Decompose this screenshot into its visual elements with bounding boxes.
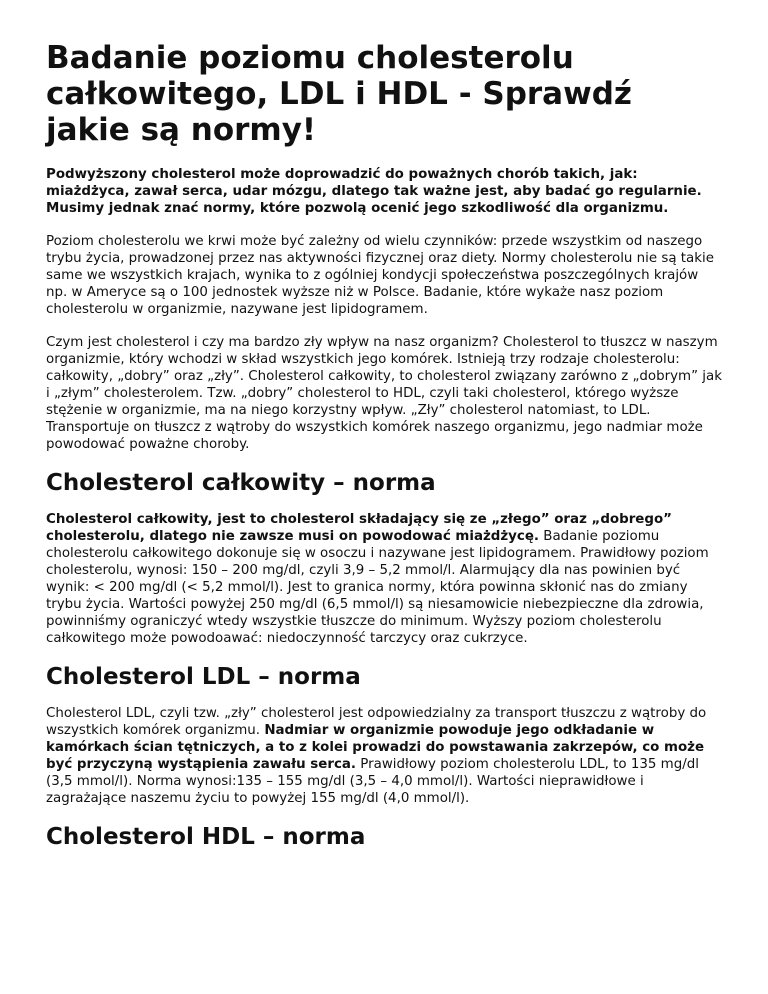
ldl-bold: Nadmiar w organizmie powoduje jego odkładanie w kamórkach ścian tętniczych, a to z kolei prowadzi do powstawania zakrzepów, co może być przyczyną wystąpienia zawału serca. bbox=[46, 723, 705, 772]
heading-hdl-cholesterol: Cholesterol HDL – norma bbox=[46, 824, 366, 850]
heading-ldl-cholesterol: Cholesterol LDL – norma bbox=[46, 664, 361, 690]
heading-total-cholesterol: Cholesterol całkowity – norma bbox=[46, 470, 436, 496]
paragraph-ldl-cholesterol bbox=[46, 705, 722, 807]
total-cholesterol-text: Badanie poziomu cholesterolu całkowitego dokonuje się w osoczu i nazywane jest lipidogramem. Prawidłowy poziom cholesterolu, wynosi: 150 – 200 mg/dl, czyli 3,9 – 5,2 mmol/l. Alarmujący dla nas powinien być wynik: < 200 mg/dl (< 5,2 mmol/l). Jest to granica normy, która powinna skłonić nas do zmiany trybu życia. Wartości powyżej 250 mg/dl (6,5 mmol/l) są niesamowicie niebezpieczne dla zdrowia, powinniśmy ograniczyć wtedy wszystkie tłuszcze do minimum. Wyższy poziom cholesterolu całkowitego może powodoawać: niedoczynność tarczycy oraz cukrzyce. bbox=[46, 529, 709, 646]
paragraph-cholesterol-types: Czym jest cholesterol i czy ma bardzo zły wpływ na nasz organizm? Cholesterol to tłuszcz w naszym organizmie, który wchodzi w skład wszystkich jego komórek. Istnieją trzy rodzaje cholesterolu: całkowity, „dobry” oraz „zły”. Cholesterol całkowity, to cholesterol związany zarówno z „dobrym” jak i „złym” cholesterolem. Tzw. „dobry” cholesterol to HDL, czyli taki cholesterol, którego wyższe stężenie w organizmie, ma na niego korzystny wpływ. „Zły” cholesterol natomiast, to LDL. Transportuje on tłuszcz z wątroby do wszystkich komórek naszego organizmu, jego nadmiar może powodować poważne choroby. bbox=[46, 335, 722, 452]
paragraph-total-cholesterol bbox=[46, 511, 722, 647]
intro-paragraph: Podwyższony cholesterol może doprowadzić do poważnych chorób takich, jak: miażdżyca, zawał serca, udar mózgu, dlatego tak ważne jest, aby badać go regularnie. Musimy jednak znać normy, które pozwolą ocenić jego szkodliwość dla organizmu. bbox=[46, 167, 702, 216]
ldl-text-after: Prawidłowy poziom cholesterolu LDL, to 135 mg/dl (3,5 mmol/l). Norma wynosi:135 – 155 mg/dl (3,5 – 4,0 mmol/l). Wartości nieprawidłowe i zagrażające naszemu życiu to powyżej 155 mg/dl (4,0 mmol/l). bbox=[46, 757, 699, 806]
total-cholesterol-bold: Cholesterol całkowity, jest to cholesterol składający się ze „złego” oraz „dobrego” cholesterolu, dlatego nie zawsze musi on powodować miażdżycę. bbox=[46, 512, 672, 544]
page-title: Badanie poziomu cholesterolu całkowitego, LDL i HDL - Sprawdź jakie są normy! bbox=[46, 40, 632, 148]
paragraph-lifestyle: Poziom cholesterolu we krwi może być zależny od wielu czynników: przede wszystkim od naszego trybu życia, prowadzonej przez nas aktywności fizycznej oraz diety. Normy cholesterolu nie są takie same we wszystkich krajach, wynika to z ogólniej kondycji społeczeństwa poszczególnych krajów np. w Ameryce są o 100 jednostek wyższe niż w Polsce. Badanie, które wykaże nasz poziom cholesterolu w organizmie, nazywane jest lipidogramem. bbox=[46, 234, 714, 317]
ldl-text-before: Cholesterol LDL, czyli tzw. „zły” cholesterol jest odpowiedzialny za transport tłuszczu z wątroby do wszystkich komórek organizmu. bbox=[46, 706, 707, 738]
